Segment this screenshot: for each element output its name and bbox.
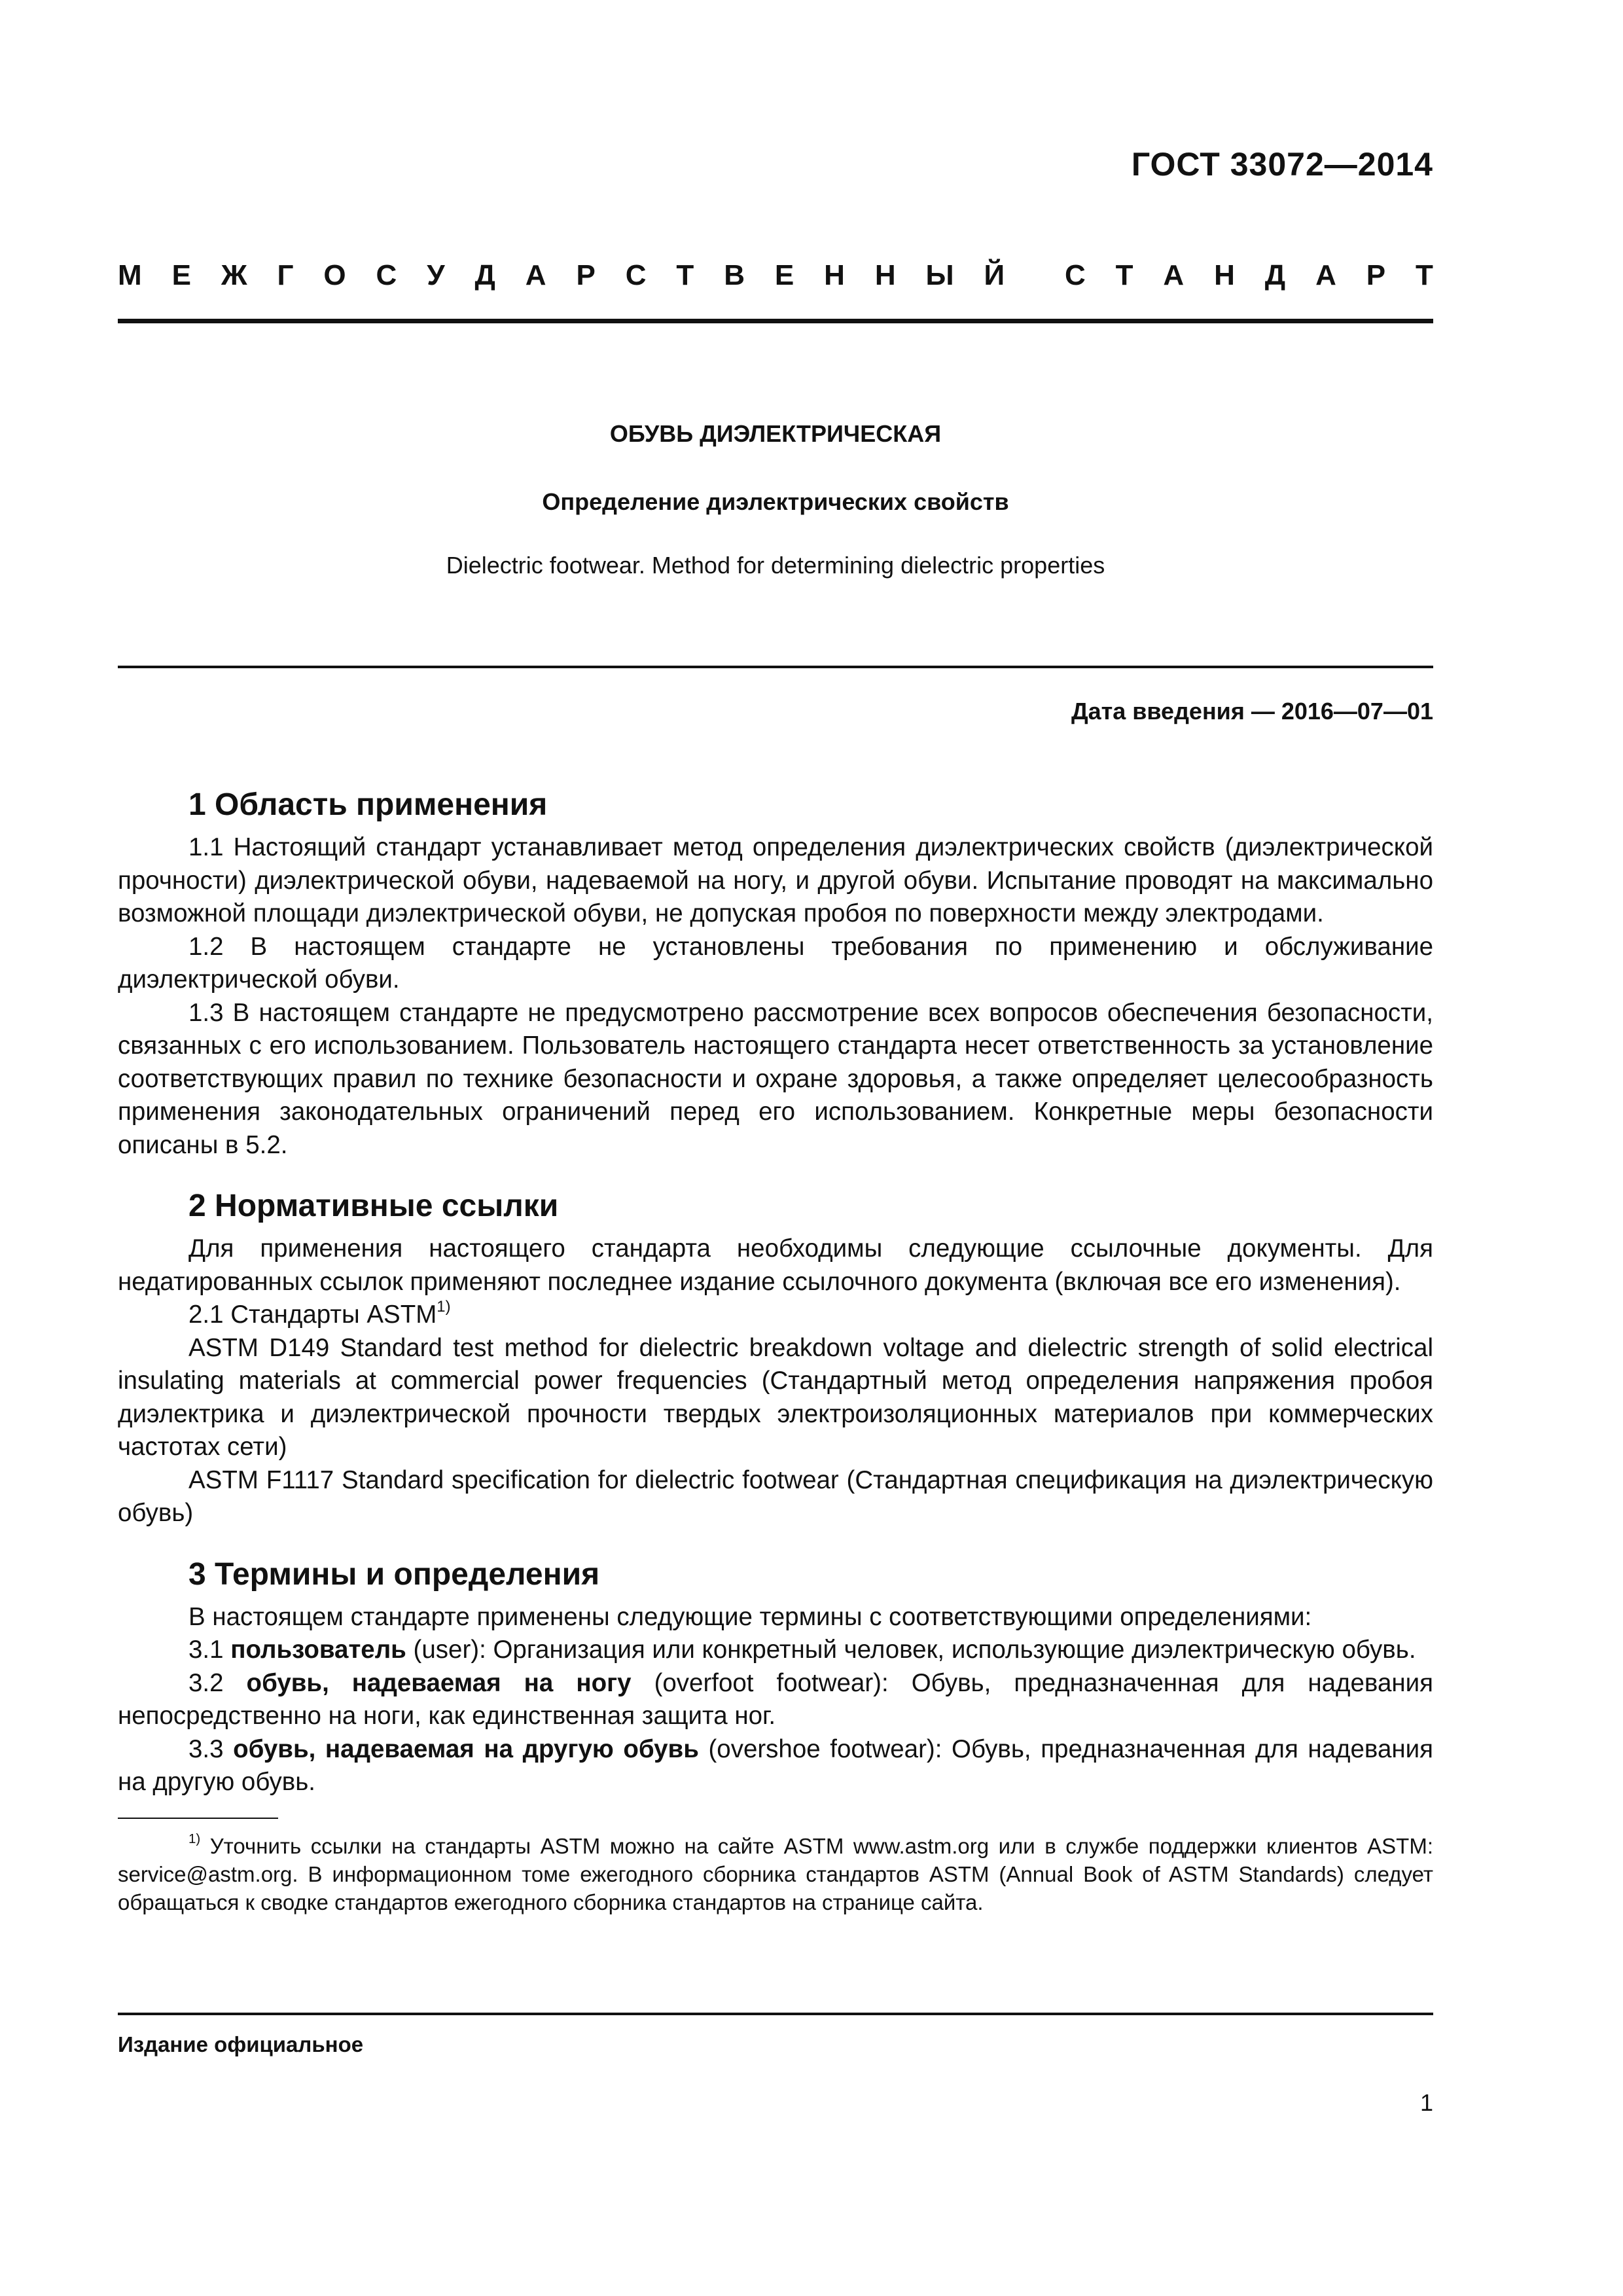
definition: (overshoe footwear): Обувь, предназначенная для надевания на другую обувь.	[118, 1734, 1433, 1796]
introduction-date: Дата введения — 2016—07—01	[1071, 698, 1433, 725]
term-definition	[118, 1667, 1433, 1733]
interstate-standard-banner	[118, 259, 1433, 292]
document-page	[118, 0, 1433, 2296]
page-number: 1	[1419, 2089, 1433, 2116]
banner-letter: Р	[576, 259, 596, 291]
header-divider	[118, 319, 1433, 323]
footnote-text: Уточнить ссылки на стандарты ASTM можно на сайте ASTM www.astm.org или в службе поддержки клиентов ASTM: service@astm.org. В информационном томе ежегодного сборника стандартов ASTM (Annual Book of ASTM Standards) следует обращаться к сводке стандартов ежегодного сборника стандартов на странице сайта.	[118, 1833, 1433, 1914]
paragraph: Для применения настоящего стандарта необходимы следующие ссылочные документы. Для недатированных ссылок применяют последнее издание ссылочного документа (включая все его изменения).	[118, 1234, 1433, 1296]
banner-letter: А	[1163, 259, 1185, 291]
banner-letter: Р	[1366, 259, 1386, 291]
term-definition	[118, 1634, 1433, 1667]
document-subtitle: Определение диэлектрических свойств	[542, 488, 1009, 515]
banner-letter: С	[1064, 259, 1086, 291]
term: обувь, надеваемая на ногу	[246, 1668, 632, 1697]
banner-letter: Д	[1264, 259, 1286, 291]
paragraph: 1.2 В настоящем стандарте не установлены требования по применению и обслуживание диэлектрической обуви.	[118, 932, 1433, 994]
document-body	[118, 779, 1433, 1916]
definition: (overfoot footwear): Обувь, предназначенная для надевания непосредственно на ноги, как единственная защита ног.	[118, 1668, 1433, 1730]
footnote-marker: 1)	[188, 1831, 201, 1847]
banner-letter: Е	[171, 259, 191, 291]
paragraph: 1.3 В настоящем стандарте не предусмотрено рассмотрение всех вопросов обеспечения безопасности, связанных с его использованием. Пользователь настоящего стандарта несет ответственность за установление соответствующих правил по технике безопасности и охране здоровья, а также определяет целесообразность применения законодательных ограничений перед его использованием. Конкретные меры безопасности описаны в 5.2.	[118, 998, 1433, 1159]
banner-letter: О	[323, 259, 346, 291]
footnote	[118, 1832, 1433, 1916]
definition: (user): Организация или конкретный человек, использующие диэлектрическую обувь.	[413, 1636, 1416, 1664]
title-divider	[118, 666, 1433, 668]
banner-letter: Ж	[221, 259, 247, 291]
banner-letter: Г	[277, 259, 294, 291]
banner-letter: Д	[474, 259, 495, 291]
footnote-reference: 1)	[437, 1297, 451, 1316]
banner-letter: А	[1315, 259, 1336, 291]
banner-letter: Н	[874, 259, 896, 291]
term-definition	[118, 1733, 1433, 1799]
paragraph: В настоящем стандарте применены следующие термины с соответствующими определениями:	[188, 1602, 1312, 1631]
document-title: ОБУВЬ ДИЭЛЕКТРИЧЕСКАЯ	[609, 420, 942, 447]
banner-letter: Н	[1214, 259, 1235, 291]
banner-letter: А	[525, 259, 546, 291]
term: пользователь	[230, 1636, 406, 1664]
banner-letter: Н	[824, 259, 845, 291]
banner-letter: Т	[1115, 259, 1133, 291]
banner-letter: Т	[676, 259, 694, 291]
banner-letter: Е	[774, 259, 794, 291]
section-heading: 1 Область применения	[188, 787, 548, 822]
paragraph-text: 2.1 Стандарты ASTM	[188, 1300, 437, 1329]
banner-letter: Ы	[925, 259, 954, 291]
banner-letter: У	[427, 259, 445, 291]
section-heading: 2 Нормативные ссылки	[188, 1189, 559, 1223]
term-number: 3.2	[188, 1668, 224, 1697]
banner-letter: С	[376, 259, 397, 291]
term: обувь, надеваемая на другую обувь	[233, 1734, 699, 1763]
term-number: 3.3	[188, 1734, 224, 1763]
banner-letter: Т	[1416, 259, 1433, 291]
paragraph	[118, 1299, 1433, 1332]
banner-letter: С	[625, 259, 647, 291]
banner-letter: М	[118, 259, 142, 291]
edition-label: Издание официальное	[118, 2032, 364, 2056]
gost-number: ГОСТ 33072—2014	[1131, 146, 1433, 183]
banner-letter: В	[724, 259, 745, 291]
term-number: 3.1	[188, 1636, 224, 1664]
paragraph: 1.1 Настоящий стандарт устанавливает метод определения диэлектрических свойств (диэлектрической прочности) диэлектрической обуви, надеваемой на ногу, и другой обуви. Испытание проводят на максимально возможной площади диэлектрической обуви, не допуская пробоя по поверхности между электродами.	[118, 833, 1433, 927]
banner-letter: Й	[984, 259, 1005, 291]
footnote-divider	[118, 1818, 278, 1819]
paragraph: ASTM F1117 Standard specification for dielectric footwear (Стандартная спецификация на диэлектрическую обувь)	[118, 1465, 1433, 1527]
footer-divider	[118, 2013, 1433, 2015]
section-heading: 3 Термины и определения	[188, 1556, 600, 1592]
english-title: Dielectric footwear. Method for determining dielectric properties	[446, 552, 1105, 579]
paragraph: ASTM D149 Standard test method for dielectric breakdown voltage and dielectric strength of solid electrical insulating materials at commercial power frequencies (Стандартный метод определения напряжения пробоя диэлектрика и диэлектрической прочности твердых электроизоляционных материалов при коммерческих частотах сети)	[118, 1333, 1433, 1461]
